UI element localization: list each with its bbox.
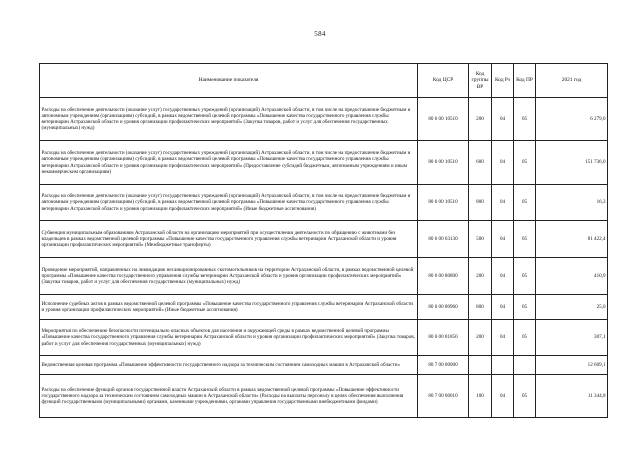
row-rz: 04 xyxy=(492,221,514,258)
row-rz: 04 xyxy=(492,185,514,221)
header-pr: Код ПР xyxy=(514,64,536,98)
row-name: Ведомственная целевая программа «Повышение эффективности государственного надзора за техническим состоянием самоходных машин в Астраханской области» xyxy=(40,356,418,375)
row-pr: 05 xyxy=(514,295,536,320)
row-pr: 05 xyxy=(514,320,536,356)
row-pr: 05 xyxy=(514,98,536,141)
row-name: Расходы на обеспечение деятельности (оказание услуг) государственных учреждений (организаций) Астраханской области, в том числе на предоставление бюджетным и автономным учреждениям (организациям) субсидий, в рамках ведомственной целевой программы «Повышение качества государственного управления службы ветеринарии Астраханской области и уровня организации профилактических мероприятий» (Предоставление субсидий бюджетным, автономным учреждениям и иным некоммерческим организациям) xyxy=(40,141,418,185)
header-csr: Код ЦСР xyxy=(418,64,469,98)
row-vr: 800 xyxy=(469,185,492,221)
row-csr: 80 6 00 10510 xyxy=(418,185,469,221)
row-name: Проведение мероприятий, направленных на ликвидацию несанкционированных скотомогильников на территории Астраханской области, в рамках ведомственной целевой программы «Повышение качества государственного управления службы ветеринарии Астраханской области и уровня организации профилактических мероприятий» (Закупка товаров, работ и услуг для обеспечения государственных (муниципальных) нужд) xyxy=(40,258,418,295)
header-year: 2021 год xyxy=(536,64,608,98)
row-name: Расходы на обеспечение деятельности (оказание услуг) государственных учреждений (организаций) Астраханской области, в том числе на предоставление бюджетным и автономным учреждениям (организациям) субсидий, в рамках ведомственной целевой программы «Повышение качества государственного управления службы ветеринарии Астраханской области и уровня организации профилактических мероприятий» (Иные бюджетные ассигнования) xyxy=(40,185,418,221)
row-pr: 05 xyxy=(514,185,536,221)
row-rz: 04 xyxy=(492,98,514,141)
row-rz: 04 xyxy=(492,375,514,418)
row-vr: 200 xyxy=(469,320,492,356)
row-pr: 05 xyxy=(514,258,536,295)
row-name: Исполнение судебных актов в рамках ведомственной целевой программы «Повышение качества государственного управления службы ветеринарии Астраханской области и уровня организации профилактических мероприятий» (Иные бюджетные ассигнования) xyxy=(40,295,418,320)
row-pr: 05 xyxy=(514,141,536,185)
row-vr: 800 xyxy=(469,295,492,320)
row-name: Расходы на обеспечение функций органов государственной власти Астраханской области в рамках ведомственной целевой программы «Повышение эффективности государственного надзора за техническим состоянием самоходных машин в Астраханской области» (Расходы на выплаты персоналу в целях обеспечения выполнения функций государственными (муниципальными) органами, казенными учреждениями, органами управления государственными внебюджетными фондами) xyxy=(40,375,418,418)
row-name: Субвенция муниципальным образованиям Астраханской области на организацию мероприятий при осуществлении деятельности по обращению с животными без владельцев в рамках ведомственной целевой программы «Повышение качества государственного управления службы ветеринарии Астраханской области и уровня организации профилактических мероприятий» (Межбюджетные трансферты) xyxy=(40,221,418,258)
row-csr: 80 7 00 00000 xyxy=(418,356,469,375)
table-row xyxy=(40,375,608,418)
row-csr: 80 7 00 00010 xyxy=(418,375,469,418)
row-pr xyxy=(514,356,536,375)
row-amount: 307,1 xyxy=(536,320,608,356)
table-row xyxy=(40,221,608,258)
row-csr: 80 6 00 63130 xyxy=(418,221,469,258)
row-csr: 80 6 00 10510 xyxy=(418,141,469,185)
row-rz: 04 xyxy=(492,258,514,295)
row-csr: 80 6 00 80800 xyxy=(418,258,469,295)
table-row xyxy=(40,141,608,185)
row-csr: 80 6 00 10510 xyxy=(418,98,469,141)
page-number: 584 xyxy=(314,30,326,38)
row-name: Расходы на обеспечение деятельности (оказание услуг) государственных учреждений (организаций) Астраханской области, в том числе на предоставление бюджетным и автономным учреждениям (организациям) субсидий, в рамках ведомственной целевой программы «Повышение качества государственного управления службы ветеринарии Астраханской области и уровня организации профилактических мероприятий» (Закупка товаров, работ и услуг для обеспечения государственных (муниципальных) нужд) xyxy=(40,98,418,141)
row-vr: 500 xyxy=(469,221,492,258)
row-csr: 80 6 00 81850 xyxy=(418,320,469,356)
budget-table xyxy=(39,63,608,418)
row-amount: 151 736,0 xyxy=(536,141,608,185)
table-header-row xyxy=(40,64,608,98)
row-rz: 04 xyxy=(492,320,514,356)
row-amount: 11 344,8 xyxy=(536,375,608,418)
row-vr: 100 xyxy=(469,375,492,418)
row-vr: 200 xyxy=(469,258,492,295)
row-vr: 200 xyxy=(469,98,492,141)
row-rz: 04 xyxy=(492,141,514,185)
table-row xyxy=(40,295,608,320)
table-row xyxy=(40,185,608,221)
row-vr xyxy=(469,356,492,375)
header-vr: Код группы ВР xyxy=(469,64,492,98)
table-row xyxy=(40,258,608,295)
row-amount: 25,0 xyxy=(536,295,608,320)
row-rz: 04 xyxy=(492,295,514,320)
row-pr: 05 xyxy=(514,375,536,418)
row-rz xyxy=(492,356,514,375)
row-amount: 16,3 xyxy=(536,185,608,221)
row-pr: 05 xyxy=(514,221,536,258)
row-csr: 80 6 00 80960 xyxy=(418,295,469,320)
row-vr: 600 xyxy=(469,141,492,185)
row-name: Мероприятия по обеспечению безопасности потенциально опасных объектов для населения и окружающей среды в рамках ведомственной целевой программы «Повышение качества государственного управления службы ветеринарии Астраханской области и уровня организации профилактических мероприятий» (Закупка товаров, работ и услуг для обеспечения государственных (муниципальных) нужд) xyxy=(40,320,418,356)
row-amount: 12 609,1 xyxy=(536,356,608,375)
row-amount: 410,9 xyxy=(536,258,608,295)
header-name: Наименование показателя xyxy=(40,64,418,98)
table-row xyxy=(40,356,608,375)
row-amount: 81 422,4 xyxy=(536,221,608,258)
row-amount: 6 279,0 xyxy=(536,98,608,141)
header-rz: Код Рз xyxy=(492,64,514,98)
table-row xyxy=(40,98,608,141)
table-row xyxy=(40,320,608,356)
